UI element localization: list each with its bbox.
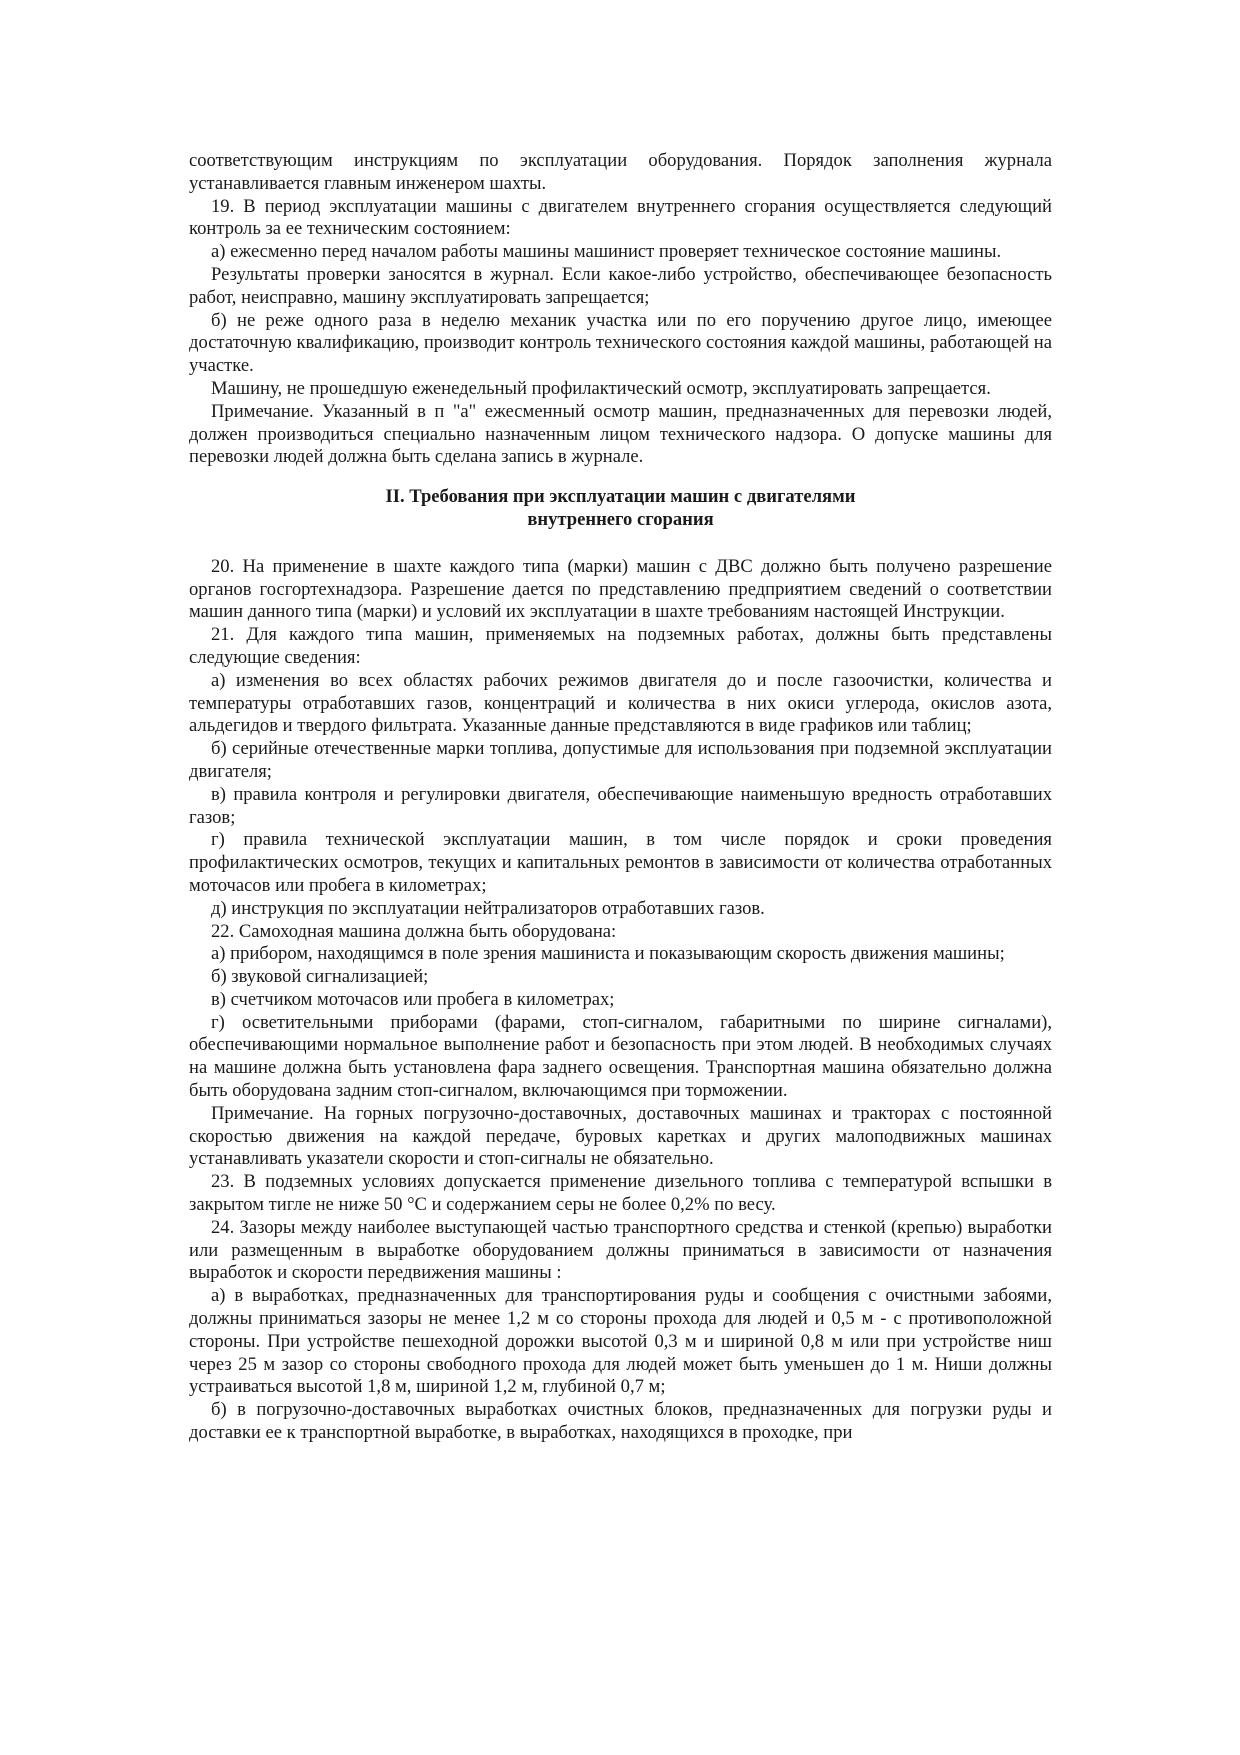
- paragraph: Примечание. На горных погрузочно-доставочных, доставочных машинах и тракторах с постоянной скоростью движения на каждой передаче, буровых каретках и других малоподвижных машинах устанавливать указатели скорости и стоп-сигналы не обязательно.: [189, 1102, 1052, 1170]
- paragraph: г) осветительными приборами (фарами, стоп-сигналом, габаритными по ширине сигналами), обеспечивающими нормальное выполнение работ и безопасность при этом людей. В необходимых случаях на машине должна быть установлена фара заднего освещения. Транспортная машина обязательно должна быть оборудована задним стоп-сигналом, включающимся при торможении.: [189, 1011, 1052, 1102]
- paragraph: 24. Зазоры между наиболее выступающей частью транспортного средства и стенкой (крепью) выработки или размещенным в выработке оборудованием должны приниматься в зависимости от назначения выработок и скорости передвижения машины :: [189, 1216, 1052, 1284]
- paragraph: д) инструкция по эксплуатации нейтрализаторов отработавших газов.: [211, 897, 765, 919]
- paragraph: 22. Самоходная машина должна быть оборудована:: [211, 920, 617, 942]
- paragraph: 21. Для каждого типа машин, применяемых на подземных работах, должны быть представлены следующие сведения:: [189, 624, 1052, 668]
- paragraph: Машину, не прошедшую еженедельный профилактический осмотр, эксплуатировать запрещается.: [211, 377, 991, 399]
- paragraph: а) в выработках, предназначенных для транспортирования руды и сообщения с очистными забоями, должны приниматься зазоры не менее 1,2 м со стороны прохода для людей и 0,5 м - с противоположной стороны. При устройстве пешеходной дорожки высотой 0,3 м и шириной 0,8 м или при устройстве ниш через 25 м зазор со стороны свободного прохода для людей может быть уменьшен до 1 м. Ниши должны устраиваться высотой 1,8 м, шириной 1,2 м, глубиной 0,7 м;: [189, 1285, 1052, 1398]
- paragraph: соответствующим инструкциям по эксплуатации оборудования. Порядок заполнения журнала устанавливается главным инженером шахты.: [189, 150, 1052, 194]
- section-heading-line-1: II. Требования при эксплуатации машин с двигателями: [385, 486, 856, 508]
- paragraph: б) не реже одного раза в неделю механик участка или по его поручению другое лицо, имеющее достаточную квалификацию, производит контроль технического состояния каждой машины, работающей на участке.: [189, 309, 1052, 377]
- paragraph: г) правила технической эксплуатации машин, в том числе порядок и сроки проведения профилактических осмотров, текущих и капитальных ремонтов в зависимости от количества отработанных моточасов или пробега в километрах;: [189, 829, 1052, 896]
- paragraph: а) изменения во всех областях рабочих режимов двигателя до и после газоочистки, количества и температуры отработавших газов, концентраций и количества в них окиси углерода, окислов азота, альдегидов и твердого фильтрата. Указанные данные представляются в виде графиков или таблиц;: [189, 669, 1052, 737]
- paragraph: б) серийные отечественные марки топлива, допустимые для использования при подземной эксплуатации двигателя;: [189, 738, 1052, 782]
- paragraph: Примечание. Указанный в п "а" ежесменный осмотр машин, предназначенных для перевозки людей, должен производиться специально назначенным лицом технического надзора. О допуске машины для перевозки людей должна быть сделана запись в журнале.: [189, 400, 1052, 468]
- paragraph: б) звуковой сигнализацией;: [211, 966, 429, 988]
- document-page: [189, 150, 1052, 1445]
- paragraph: а) прибором, находящимся в поле зрения машиниста и показывающим скорость движения машины;: [211, 943, 1005, 965]
- section-heading: [189, 486, 1052, 532]
- section-spacer: [189, 532, 1052, 556]
- section-heading-line-2: внутреннего сгорания: [527, 508, 714, 530]
- paragraph: 19. В период эксплуатации машины с двигателем внутреннего сгорания осуществляется следующий контроль за ее техническим состоянием:: [189, 195, 1052, 240]
- paragraph: Результаты проверки заносятся в журнал. Если какое-либо устройство, обеспечивающее безопасность работ, неисправно, машину эксплуатировать запрещается;: [189, 263, 1052, 308]
- paragraph: 20. На применение в шахте каждого типа (марки) машин с ДВС должно быть получено разрешение органов госгортехнадзора. Разрешение дается по представлению предприятием сведений о соответствии машин данного типа (марки) и условий их эксплуатации в шахте требованиям настоящей Инструкции.: [189, 555, 1052, 623]
- paragraph: б) в погрузочно-доставочных выработках очистных блоков, предназначенных для погрузки руды и доставки ее к транспортной выработке, в выработках, находящихся в проходке, при: [189, 1399, 1052, 1444]
- paragraph: а) ежесменно перед началом работы машины машинист проверяет техническое состояние машины.: [211, 241, 1002, 263]
- paragraph: в) правила контроля и регулировки двигателя, обеспечивающие наименьшую вредность отработавших газов;: [189, 783, 1052, 828]
- section-spacer: [189, 469, 1052, 486]
- paragraph: в) счетчиком моточасов или пробега в километрах;: [211, 988, 615, 1010]
- paragraph: 23. В подземных условиях допускается применение дизельного топлива с температурой вспышки в закрытом тигле не ниже 50 °C и содержанием серы не более 0,2% по весу.: [189, 1171, 1052, 1216]
